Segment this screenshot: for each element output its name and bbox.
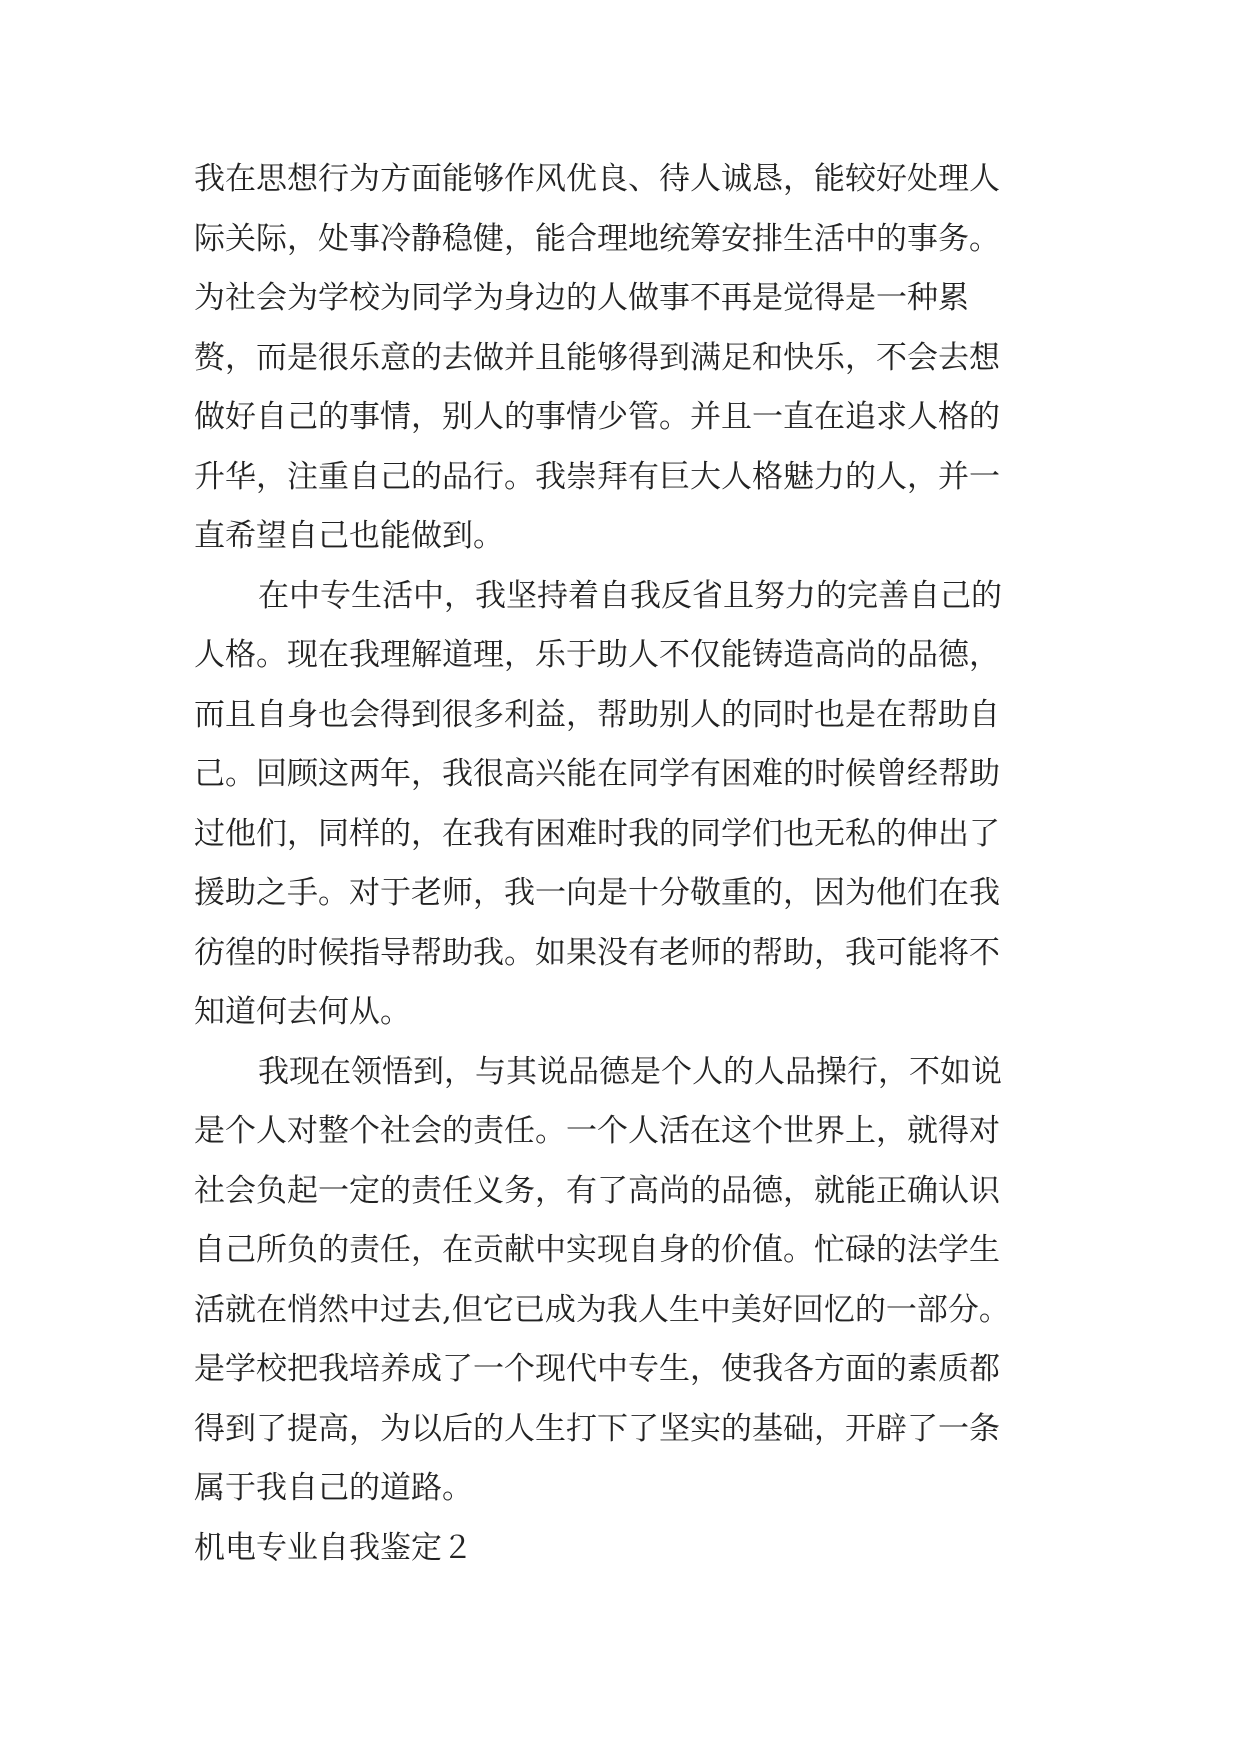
- text-line: 是学校把我培养成了一个现代中专生，使我各方面的素质都: [194, 1351, 1000, 1387]
- text-line: 直希望自己也能做到。: [194, 518, 504, 554]
- text-line: 际关际，处事冷静稳健，能合理地统筹安排生活中的事务。: [194, 220, 1000, 257]
- text-line: 我现在领悟到，与其说品德是个人的人品操行，不如说: [258, 1053, 1002, 1090]
- document-body: [194, 150, 1074, 1578]
- text-line: 彷徨的时候指导帮助我。如果没有老师的帮助，我可能将不: [194, 934, 1000, 971]
- text-line: 我在思想行为方面能够作风优良、待人诚恳，能较好处理人: [194, 161, 1000, 197]
- text-line: 属于我自己的道路。: [194, 1470, 473, 1506]
- text-line: 知道何去何从。: [194, 994, 411, 1030]
- text-line: 是个人对整个社会的责任。一个人活在这个世界上，就得对: [194, 1113, 1000, 1149]
- text-line: 在中专生活中，我坚持着自我反省且努力的完善自己的: [258, 577, 1002, 614]
- text-line: 援助之手。对于老师，我一向是十分敬重的，因为他们在我: [194, 875, 1000, 911]
- paragraph-1: [194, 150, 1074, 567]
- text-line: 人格。现在我理解道理，乐于助人不仅能铸造高尚的品德，: [194, 637, 1000, 673]
- text-line: 做好自己的事情，别人的事情少管。并且一直在追求人格的: [194, 399, 1000, 435]
- paragraph-2: [194, 567, 1074, 1043]
- text-line: 升华，注重自己的品行。我崇拜有巨大人格魅力的人，并一: [194, 458, 1000, 495]
- text-line: 过他们，同样的，在我有困难时我的同学们也无私的伸出了: [194, 815, 1000, 852]
- text-line: 己。回顾这两年，我很高兴能在同学有困难的时候曾经帮助: [194, 756, 1000, 792]
- paragraph-3: [194, 1043, 1074, 1519]
- text-line: 赘，而是很乐意的去做并且能够得到满足和快乐，不会去想: [194, 339, 1000, 376]
- section-heading: 机电专业自我鉴定２: [194, 1529, 473, 1566]
- text-line: 活就在悄然中过去,但它已成为我人生中美好回忆的一部分。: [194, 1291, 1010, 1328]
- text-line: 社会负起一定的责任义务，有了高尚的品德，就能正确认识: [194, 1172, 1000, 1209]
- text-line: 而且自身也会得到很多利益，帮助别人的同时也是在帮助自: [194, 696, 1000, 733]
- text-line: 为社会为学校为同学为身边的人做事不再是觉得是一种累: [194, 280, 969, 316]
- text-line: 得到了提高，为以后的人生打下了坚实的基础，开辟了一条: [194, 1410, 1000, 1447]
- text-line: 自己所负的责任，在贡献中实现自身的价值。忙碌的法学生: [194, 1232, 1000, 1268]
